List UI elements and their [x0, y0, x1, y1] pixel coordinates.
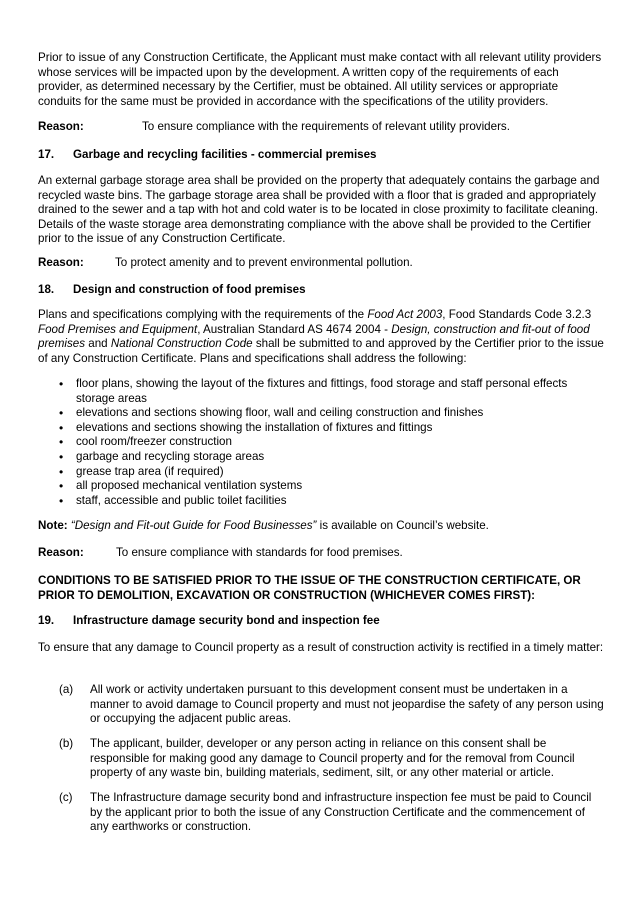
reason-label: Reason: [38, 120, 84, 133]
list-item: • floor plans, showing the layout of the fixtures and fittings, food storage and staff personal effects storage areas [38, 377, 604, 406]
list-item: • elevations and sections showing floor, wall and ceiling construction and finishes [38, 406, 604, 421]
body-text: Plans and specifications complying with the requirements of the [38, 308, 368, 321]
note-text: is available on Council’s website. [316, 519, 489, 532]
standard-title: Food Premises and Equipment [38, 322, 198, 336]
list-item: • staff, accessible and public toilet facilities [38, 494, 604, 509]
body-text: , Food Standards Code 3.2.3 [442, 308, 592, 321]
reason-17 [38, 256, 604, 271]
section-18-body [38, 308, 604, 366]
list-item: • cool room/freezer construction [38, 435, 604, 450]
item-label: (c) [59, 791, 73, 804]
item-label: (a) [59, 683, 74, 696]
section-title: Design and construction of food premises [73, 283, 306, 296]
section-19-heading [38, 614, 604, 629]
item-text: The Infrastructure damage security bond and infrastructure inspection fee must be paid to Council by the applicant prior to both the issue of any Construction Certificate and the commencement of any earthworks or construction. [90, 791, 592, 834]
utility-paragraph: Prior to issue of any Construction Certificate, the Applicant must make contact with all relevant utility providers whose services will be impacted upon by the development. A written copy of the requirements of each provider, as determined necessary by the Certifier, must be obtained. All utility services or appropriate conduits for the same must be provided in accordance with the specifications of the utility providers. [38, 51, 602, 108]
reason-18 [38, 546, 604, 561]
reason-utility [38, 120, 604, 135]
list-item: • grease trap area (if required) [38, 465, 604, 480]
reason-text: To ensure compliance with the requirements of relevant utility providers. [142, 120, 510, 133]
list-item: • garbage and recycling storage areas [38, 450, 604, 465]
reason-label: Reason: [38, 256, 84, 269]
reason-text: To ensure compliance with standards for food premises. [116, 546, 403, 559]
body-text: , Australian Standard AS 4674 2004 - [197, 322, 392, 336]
item-c [38, 791, 604, 835]
note-paragraph [38, 519, 604, 534]
act-title: Food Act 2003 [367, 308, 443, 321]
conditions-heading: CONDITIONS TO BE SATISFIED PRIOR TO THE ISSUE OF THE CONSTRUCTION CERTIFICATE, OR PRIOR TO DEMOLITION, EXCAVATION OR CONSTRUCTION (WHICHEVER COMES FIRST): [38, 574, 581, 602]
section-18-heading [38, 283, 604, 298]
item-a [38, 683, 604, 727]
item-text: All work or activity undertaken pursuant to this development consent must be undertaken in a manner to avoid damage to Council property and must not jeopardise the safety of any person using or occupying the adjacent public areas. [90, 683, 604, 726]
code-title: National Construction Code [110, 337, 253, 351]
section-title: Garbage and recycling facilities - commercial premises [73, 148, 377, 161]
body-text: shall be submitted to and approved by the Certifier prior to the issue of any Construction Certificate. Plans and specifications shall address the following: [38, 337, 604, 365]
section-number: 19. [38, 614, 55, 627]
section-19-intro: To ensure that any damage to Council property as a result of construction activity is rectified in a timely matter: [38, 641, 604, 654]
item-label: (b) [59, 737, 74, 750]
body-text: and [85, 337, 111, 351]
section-number: 17. [38, 148, 55, 161]
item-b [38, 737, 604, 781]
reason-text: To protect amenity and to prevent environmental pollution. [115, 256, 413, 269]
section-title: Infrastructure damage security bond and inspection fee [73, 614, 380, 627]
standard-title: Design, construction and fit-out of food premises [38, 322, 590, 351]
note-label: Note: [38, 519, 68, 532]
section-number: 18. [38, 283, 55, 296]
section-17-body: An external garbage storage area shall be provided on the property that adequately contains the garbage and recycled waste bins. The garbage storage area shall be provided with a floor that is graded and appropriately drained to the sewer and a tap with hot and cold water is to be located in close proximity to facilitate cleaning. Details of the waste storage area demonstrating compliance with the above shall be provided to the Certifier prior to the issue of any Construction Certificate. [38, 174, 600, 246]
reason-label: Reason: [38, 546, 84, 559]
list-item: • elevations and sections showing the installation of fixtures and fittings [38, 421, 604, 436]
section-17-heading [38, 148, 604, 163]
guide-title: “Design and Fit-out Guide for Food Businesses” [70, 519, 317, 532]
item-text: The applicant, builder, developer or any person acting in reliance on this consent shall be responsible for making good any damage to Council property and for the removal from Council property of any waste bin, building materials, sediment, silt, or any other material or article. [90, 737, 575, 780]
requirements-list [38, 377, 604, 508]
list-item: • all proposed mechanical ventilation systems [38, 479, 604, 494]
